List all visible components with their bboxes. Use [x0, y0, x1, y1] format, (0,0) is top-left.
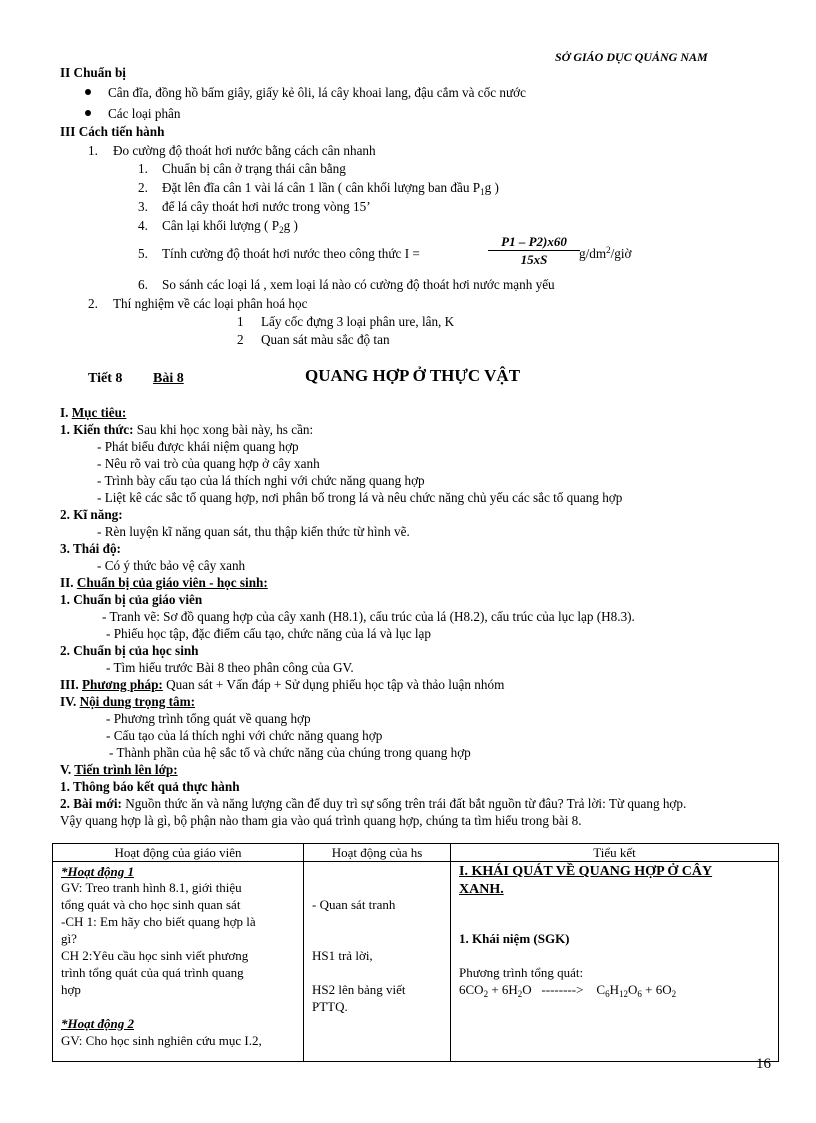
table-text: HS1 trả lời, — [312, 948, 373, 963]
formula-denominator: 15xS — [520, 252, 548, 267]
content-heading: IV. Nội dung trọng tâm: — [60, 694, 195, 709]
formula-numerator: P1 – P2)x60 — [488, 233, 580, 251]
page-number: 16 — [756, 1056, 771, 1072]
table-header-row — [53, 844, 779, 862]
substep-num: 5. — [138, 246, 148, 261]
activity-1-label: *Hoạt động 1 — [61, 864, 134, 879]
new-lesson-line-2: Vậy quang hợp là gì, bộ phận nào tham gia vào quá trình quang hợp, chúng ta tìm hiểu trong bài 8. — [60, 813, 582, 828]
content-item: - Phương trình tổng quát về quang hợp — [106, 711, 311, 726]
table-text: hợp — [61, 982, 81, 997]
formula-fraction — [488, 233, 580, 268]
substep-text: để lá cây thoát hơi nước trong vòng 15’ — [162, 199, 371, 214]
summary-concept: 1. Khái niệm (SGK) — [459, 931, 570, 946]
teacher-prep-label: 1. Chuẩn bị của giáo viên — [60, 592, 203, 607]
prep-heading: II Chuẩn bị — [60, 65, 126, 80]
substep-text: Đặt lên đĩa cân 1 vài lá cân 1 lần ( cân khối lượng ban đầu $P_1g$ ) — [162, 180, 499, 197]
substep-num: 1. — [138, 161, 148, 176]
knowledge-line: 1. Kiến thức: Sau khi học xong bài này, hs cần: — [60, 422, 314, 437]
summary-title-2: XANH. — [459, 882, 504, 897]
substep-num: 4. — [138, 218, 148, 233]
step2-item-num: 1 — [237, 314, 244, 329]
lesson-table — [52, 843, 779, 1062]
table-text: GV: Treo tranh hình 8.1, giới thiệu — [61, 880, 242, 895]
table-text: HS2 lên bảng viết — [312, 982, 406, 997]
substep-text: Cân lại khối lượng ( $P_2g$ ) — [162, 218, 298, 235]
student-activity-cell — [304, 862, 451, 1062]
table-text: GV: Cho học sinh nghiên cứu mục I.2, — [61, 1033, 262, 1048]
teacher-prep-item: - Phiếu học tập, đặc điểm cấu tạo, chức năng của lá và lục lạp — [106, 626, 431, 641]
lesson-tiet: Tiết 8 — [88, 371, 123, 386]
procedure-heading: III Cách tiến hành — [60, 124, 165, 139]
substep-text: Chuẩn bị cân ở trạng thái cân bằng — [162, 161, 346, 176]
step1-num: 1. — [88, 143, 98, 158]
attitude-item: - Có ý thức bảo vệ cây xanh — [97, 558, 246, 573]
content-item: - Thành phần của hệ sắc tố và chức năng của chúng trong quang hợp — [109, 745, 471, 760]
table-text: CH 2:Yêu cầu học sinh viết phương — [61, 948, 249, 963]
formula-unit: $g/dm^2$/giờ — [579, 245, 632, 261]
table-text: gì? — [61, 931, 77, 946]
step2-item-num: 2 — [237, 332, 244, 347]
content-item: - Cấu tạo của lá thích nghi với chức năng quang hợp — [106, 728, 383, 743]
teacher-activity-cell — [53, 862, 304, 1062]
table-text: -CH 1: Em hãy cho biết quang hợp là — [61, 914, 256, 929]
skill-label: 2. Kĩ năng: — [60, 507, 123, 522]
knowledge-item: - Liệt kê các sắc tố quang hợp, nơi phân bố trong lá và nêu chức năng chủ yếu các sắc tố quang hợp — [97, 490, 623, 505]
table-row — [53, 862, 779, 1062]
skill-item: - Rèn luyện kĩ năng quan sát, thu thập kiến thức từ hình vẽ. — [97, 524, 410, 539]
step2-text: Thí nghiệm về các loại phân hoá học — [113, 296, 308, 311]
header-org: SỞ GIÁO DỤC QUẢNG NAM — [555, 50, 708, 64]
bullet-icon — [85, 89, 91, 95]
substep-text: Tính cường độ thoát hơi nước theo công thức I = — [162, 246, 420, 261]
summary-title: I. KHÁI QUÁT VỀ QUANG HỢP Ở CÂY — [459, 864, 713, 879]
summary-cell — [451, 862, 779, 1062]
step2-item-text: Lấy cốc đựng 3 loại phân ure, lân, K — [261, 314, 455, 329]
knowledge-item: - Nêu rõ vai trò của quang hợp ở cây xanh — [97, 456, 320, 471]
method-line: III. Phương pháp: Quan sát + Vấn đáp + Sử dụng phiếu học tập và thảo luận nhóm — [60, 677, 505, 692]
preparation-heading: II. Chuẩn bị của giáo viên - học sinh: — [60, 575, 268, 590]
activity-2-label: *Hoạt động 2 — [61, 1016, 134, 1031]
knowledge-item: - Phát biểu được khái niệm quang hợp — [97, 439, 299, 454]
table-header: Hoạt động của hs — [304, 844, 451, 862]
step1-text: Đo cường độ thoát hơi nước bằng cách cân nhanh — [113, 143, 376, 158]
table-header: Tiểu kết — [451, 844, 779, 862]
substep-num: 3. — [138, 199, 148, 214]
substep-text: So sánh các loại lá , xem loại lá nào có cường độ thoát hơi nước mạnh yếu — [162, 277, 555, 292]
lesson-bai: Bài 8 — [153, 371, 184, 386]
table-text: trình tổng quát của quá trình quang — [61, 965, 244, 980]
student-prep-label: 2. Chuẩn bị của học sinh — [60, 643, 199, 658]
table-text: - Quan sát tranh — [312, 897, 396, 912]
substep-num: 6. — [138, 277, 148, 292]
process-heading: V. Tiến trình lên lớp: — [60, 762, 178, 777]
student-prep-item: - Tìm hiểu trước Bài 8 theo phân công của GV. — [106, 660, 354, 675]
summary-equation: $6CO_2 + 6H_2O$ --------> $C_6H_{12}O_6 + 6O_2$ — [459, 982, 677, 999]
bullet-icon — [85, 110, 91, 116]
substep-num: 2. — [138, 180, 148, 195]
step2-num: 2. — [88, 296, 98, 311]
attitude-label: 3. Thái độ: — [60, 541, 121, 556]
lesson-title: QUANG HỢP Ở THỰC VẬT — [305, 366, 521, 385]
process-check-label: 1. Thông báo kết quả thực hành — [60, 779, 240, 794]
table-header: Hoạt động của giáo viên — [53, 844, 304, 862]
table-text: tổng quát và cho học sinh quan sát — [61, 897, 241, 912]
new-lesson-line: 2. Bài mới: Nguồn thức ăn và năng lượng cần để duy trì sự sống trên trái đất bắt nguồn từ đâu? Trả lời: Từ quang hợp. — [60, 796, 687, 811]
prep-bullet-1: Cân đĩa, đồng hồ bấm giây, giấy kẻ ôli, lá cây khoai lang, đậu cắm và cốc nước — [108, 85, 526, 100]
teacher-prep-item: - Tranh vẽ: Sơ đồ quang hợp của cây xanh (H8.1), cấu trúc của lá (H8.2), cấu trúc của lục lạp (H8.3). — [102, 609, 635, 624]
table-text: PTTQ. — [312, 999, 348, 1014]
knowledge-item: - Trình bày cấu tạo của lá thích nghi với chức năng quang hợp — [97, 473, 425, 488]
summary-eq-label: Phương trình tổng quát: — [459, 965, 584, 980]
objectives-heading: I. Mục tiêu: — [60, 405, 127, 420]
prep-bullet-2: Các loại phân — [108, 106, 181, 121]
step2-item-text: Quan sát màu sắc độ tan — [261, 332, 390, 347]
